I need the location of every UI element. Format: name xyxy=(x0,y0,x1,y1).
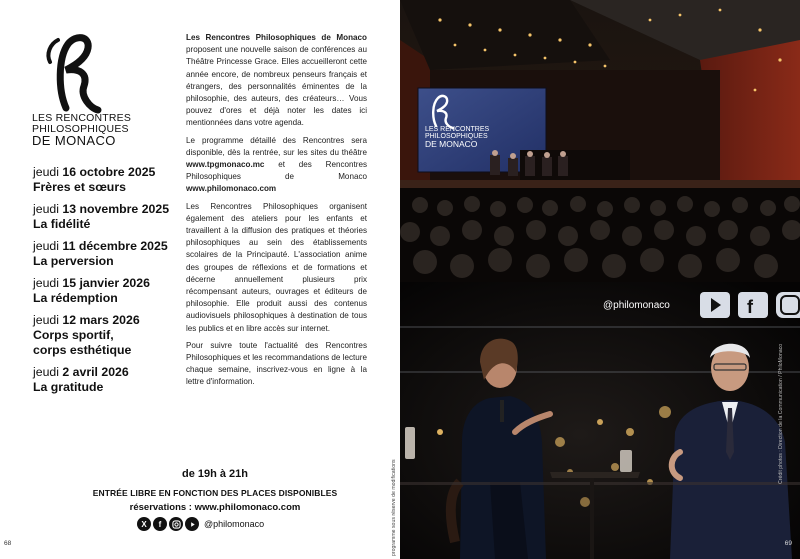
event-topic: La gratitude xyxy=(33,380,104,394)
page-number-left: 68 xyxy=(4,540,12,547)
event-item xyxy=(33,165,183,195)
stage-conversation-photo xyxy=(400,282,800,559)
facebook-icon[interactable]: f xyxy=(153,517,167,531)
photo-credit: Crédit photos : Direction de la Communication / PhiloMonaco xyxy=(778,343,784,484)
program-paragraph: Le programme détaillé des Rencontres sera disponible, dès la rentrée, sur les sites du théâtre www.tpgmonaco.mc et des Rencontres Philosophiques de Monaco www.philomonaco.com xyxy=(186,135,368,194)
event-topic: La rédemption xyxy=(33,291,118,305)
event-item xyxy=(33,313,183,358)
screen-wordmark: LES RENCONTRES PHILOSOPHIQUES DE MONACO xyxy=(425,126,490,149)
event-list xyxy=(33,165,183,402)
instagram-icon[interactable] xyxy=(169,517,183,531)
screen-handle: @philomonaco xyxy=(603,300,670,311)
newsletter-paragraph: Pour suivre toute l'actualité des Rencontres Philosophiques et les recommandations de lecture chaque semaine, inscrivez-vous en ligne à la lettre d'information. xyxy=(186,340,367,387)
tpg-link[interactable]: www.tpgmonaco.mc xyxy=(186,160,265,170)
logo-monogram-icon xyxy=(28,30,148,115)
philomonaco-link[interactable]: www.philomonaco.com xyxy=(186,184,277,194)
intro-paragraph: Les Rencontres Philosophiques de Monaco proposent une nouvelle saison de conférences au Théâtre Princesse Grace. Elles accueilleront cette année encore, de nombreux penseurs français et étrangers, des personnalités éminentes de la philosophie, des auteurs, des créateurs… Vous pouvez d'ores et déjà noter les dates ici mentionnées dans votre agenda. xyxy=(186,33,367,128)
event-topic: La perversion xyxy=(33,254,114,268)
right-page xyxy=(400,0,800,559)
description-column xyxy=(186,32,367,394)
event-date: jeudi 13 novembre 2025 xyxy=(33,202,170,216)
page-number-right: 69 xyxy=(784,540,792,547)
reservations-link[interactable]: réservations : www.philomonaco.com xyxy=(129,502,301,513)
activities-paragraph: Les Rencontres Philosophiques organisent également des ateliers pour les enfants et travaillent à la diffusion des pratiques et théories philosophiques au sein des établissements scolaires de la Principauté. L'association anime des groupes de réflexions et de formations et décerne annuellement plusieurs prix récompensant auteurs, ouvrages et éditeurs de philosophie. Elle produit aussi des contenus audiovisuels philosophiques à destination de tous les publics et en libre accès sur internet. xyxy=(186,201,367,333)
event-date: jeudi 15 janvier 2026 xyxy=(33,276,150,290)
logo-line-1: LES RENCONTRES xyxy=(32,112,132,124)
event-topic: Frères et sœurs xyxy=(33,180,126,194)
youtube-icon[interactable] xyxy=(185,517,199,531)
event-date: jeudi 11 décembre 2025 xyxy=(33,239,168,253)
x-icon[interactable]: X xyxy=(137,517,151,531)
logo-line-2: PHILOSOPHIQUES xyxy=(32,122,129,135)
svg-text:f: f xyxy=(747,297,753,317)
event-topic: La fidélité xyxy=(33,217,91,231)
logo-wordmark xyxy=(32,113,152,147)
event-date: jeudi 12 mars 2026 xyxy=(33,313,140,327)
event-item xyxy=(33,365,183,395)
event-date: jeudi 16 octobre 2025 xyxy=(33,165,156,179)
entry-notice: ENTRÉE LIBRE EN FONCTION DES PLACES DISPONIBLES xyxy=(92,488,338,498)
practical-info xyxy=(0,466,400,515)
event-times: de 19h à 21h xyxy=(181,468,249,480)
rencontres-logo xyxy=(28,30,148,115)
event-date: jeudi 2 avril 2026 xyxy=(33,365,129,379)
event-item xyxy=(33,239,183,269)
event-item xyxy=(33,276,183,306)
event-item xyxy=(33,202,183,232)
modification-note: programme sous réserve de modifications xyxy=(391,459,397,556)
social-handle[interactable]: @philomonaco xyxy=(204,519,265,529)
logo-line-3: DE MONACO xyxy=(32,133,116,148)
event-topic: Corps sportif, corps esthétique xyxy=(33,328,132,357)
social-bar xyxy=(137,516,264,532)
